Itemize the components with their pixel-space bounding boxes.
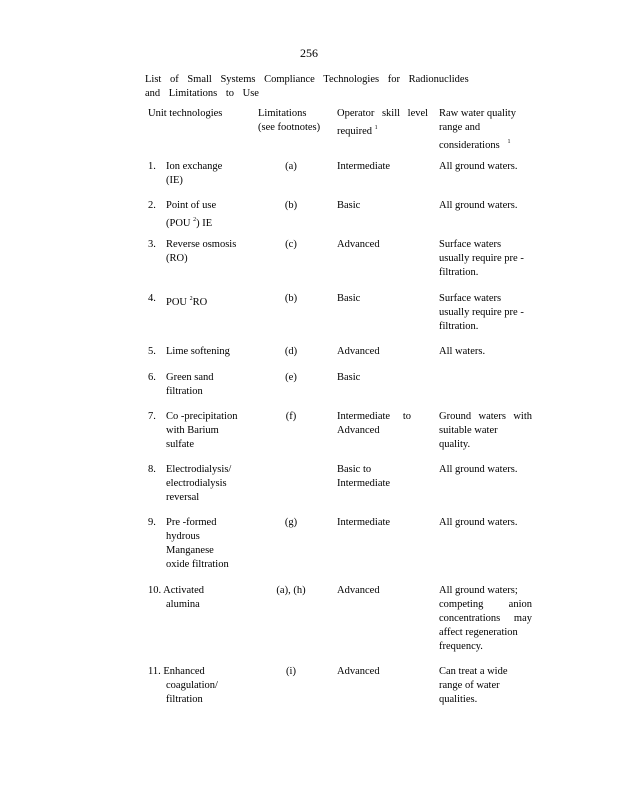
skill-level: Intermediate bbox=[337, 161, 391, 172]
header-operator-skill: Operator skill level required $^1$ bbox=[337, 108, 429, 137]
row-number: 1. bbox=[148, 161, 156, 172]
technology: Green sand filtration bbox=[166, 372, 214, 397]
technology: Electrodialysis/ electrodialysis reversal bbox=[166, 464, 232, 503]
skill-level: Basic to Intermediate bbox=[337, 464, 391, 489]
water-quality: Can treat a wide range of water qualities. bbox=[439, 666, 508, 705]
skill-level: Advanced bbox=[337, 666, 380, 677]
limitation: (a) bbox=[285, 161, 297, 172]
limitation: (a), (h) bbox=[276, 585, 306, 596]
water-quality: Ground waters with suitable water quality. bbox=[439, 411, 532, 450]
technology: Point of use (POU $^2$) IE bbox=[166, 200, 217, 229]
row-number: 5. bbox=[148, 346, 156, 357]
header-raw-water: Raw water quality range and considerations $^1$ bbox=[439, 108, 516, 151]
technology: Reverse osmosis (RO) bbox=[166, 239, 237, 264]
limitation: (i) bbox=[286, 666, 296, 677]
skill-level: Basic bbox=[337, 372, 361, 383]
limitation: (f) bbox=[285, 411, 297, 422]
row-number: 8. bbox=[148, 464, 156, 475]
row-number: 3. bbox=[148, 239, 156, 250]
water-quality: All ground waters. bbox=[439, 200, 518, 211]
limitation: (b) bbox=[284, 200, 298, 211]
row-number: 9. bbox=[148, 517, 156, 528]
technology: Pre -formed hydrous Manganese oxide filtration bbox=[166, 517, 229, 570]
limitation: (c) bbox=[285, 239, 297, 250]
water-quality: All ground waters. bbox=[439, 161, 518, 172]
skill-level: Basic bbox=[337, 293, 361, 304]
water-quality: Surface waters usually require pre - filtration. bbox=[439, 293, 524, 332]
header-limitations: Limitations (see footnotes) bbox=[258, 108, 321, 133]
limitation: (g) bbox=[284, 517, 298, 528]
limitation: (d) bbox=[284, 346, 298, 357]
skill-level: Advanced bbox=[337, 346, 380, 357]
water-quality: All ground waters. bbox=[439, 517, 518, 528]
technology: Ion exchange (IE) bbox=[166, 161, 223, 186]
limitation: (e) bbox=[285, 372, 297, 383]
skill-level: Intermediate to Advanced bbox=[337, 411, 411, 436]
skill-level: Basic bbox=[337, 200, 361, 211]
row-number: 11. bbox=[148, 666, 161, 677]
row-number: 7. bbox=[148, 411, 156, 422]
row-number: 2. bbox=[148, 200, 156, 211]
row-number: 6. bbox=[148, 372, 156, 383]
table-title: List of Small Systems Compliance Technologies for Radionuclides and Limitations to Use bbox=[145, 74, 469, 99]
skill-level: Intermediate bbox=[337, 517, 391, 528]
technology: POU $^2$RO bbox=[166, 296, 208, 308]
page-number: 256 bbox=[300, 46, 318, 60]
header-unit-technologies: Unit technologies bbox=[148, 108, 223, 119]
technology: 10. Activated alumina bbox=[148, 585, 204, 610]
technology: Co -precipitation with Barium sulfate bbox=[166, 411, 238, 450]
limitation: (b) bbox=[284, 293, 298, 304]
skill-level: Advanced bbox=[337, 585, 380, 596]
row-number: 10. bbox=[148, 585, 162, 596]
row-number: 4. bbox=[148, 293, 156, 304]
technology: 11. Enhanced coagulation/ filtration bbox=[148, 666, 218, 705]
water-quality: Surface waters usually require pre - filtration. bbox=[439, 239, 524, 278]
water-quality: All ground waters; competing anion concentrations may affect regeneration frequency. bbox=[439, 585, 532, 652]
water-quality: All waters. bbox=[439, 346, 486, 357]
water-quality: All ground waters. bbox=[439, 464, 518, 475]
skill-level: Advanced bbox=[337, 239, 380, 250]
technology: Lime softening bbox=[166, 346, 230, 357]
